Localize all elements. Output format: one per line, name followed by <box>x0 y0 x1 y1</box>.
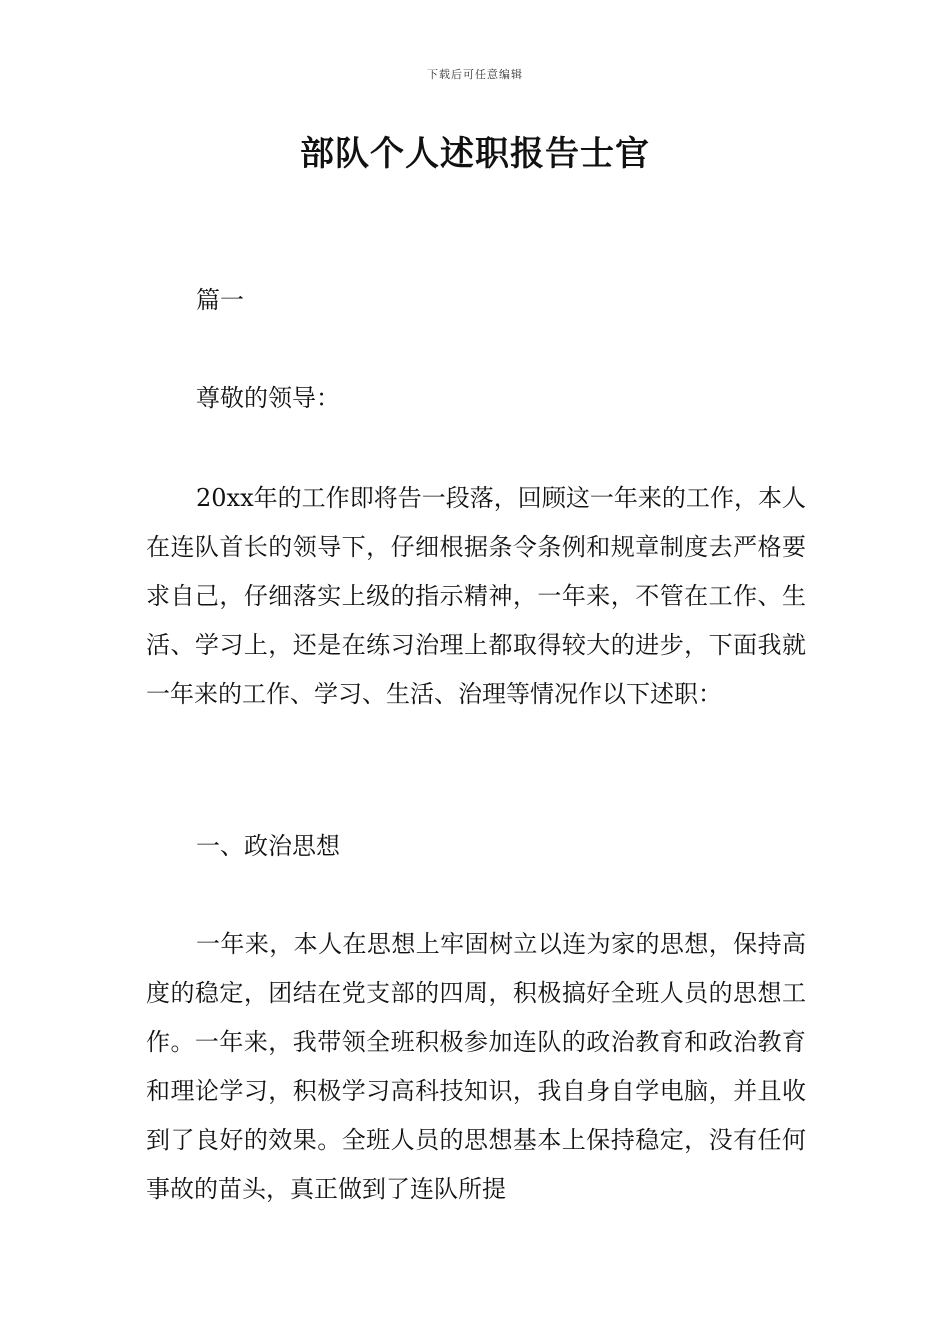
document-title: 部队个人述职报告士官 <box>300 134 650 174</box>
salutation: 尊敬的领导： <box>196 384 340 412</box>
section-label: 篇一 <box>196 286 244 314</box>
header-note: 下载后可任意编辑 <box>427 68 523 81</box>
paragraph-politics: 一年来，本人在思想上牢固树立以连为家的思想，保持高度的稳定，团结在党支部的四周，积极搞好全班人员的思想工作。一年来，我带领全班积极参加连队的政治教育和政治教育和理论学习，积极学习高科技知识，我自身自学电脑，并且收到了良好的效果。全班人员的思想基本上保持稳定，没有任何事故的苗头，真正做到了连队所提 <box>146 930 806 1203</box>
paragraph-intro: 20xx年的工作即将告一段落，回顾这一年来的工作，本人在连队首长的领导下，仔细根据条令条例和规章制度去严格要求自己，仔细落实上级的指示精神，一年来，不管在工作、生活、学习上，还是在练习治理上都取得较大的进步，下面我就一年来的工作、学习、生活、治理等情况作以下述职： <box>146 484 806 708</box>
section-heading-politics: 一、政治思想 <box>196 832 340 860</box>
